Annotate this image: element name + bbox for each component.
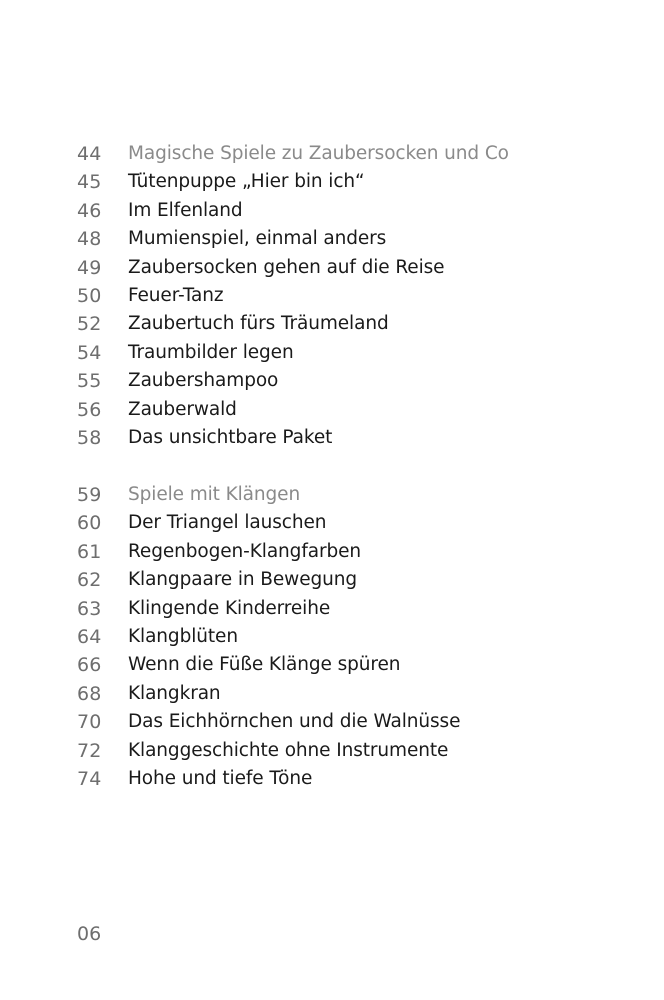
toc-page-number: 59 bbox=[77, 484, 102, 506]
toc-entry bbox=[0, 225, 664, 253]
toc-entry bbox=[0, 737, 664, 765]
toc-entry-title: Das unsichtbare Paket bbox=[128, 426, 333, 448]
toc-page-number: 48 bbox=[77, 228, 102, 251]
toc-entry-title: Klangkran bbox=[128, 682, 221, 704]
toc-entry-title: Hohe und tiefe Töne bbox=[128, 767, 313, 789]
toc-entry bbox=[0, 538, 664, 566]
toc-entry bbox=[0, 651, 664, 679]
toc-entry bbox=[0, 367, 664, 395]
toc-page-number: 74 bbox=[77, 767, 102, 790]
toc-entry-title: Feuer-Tanz bbox=[128, 284, 224, 306]
toc-entry-title: Tütenpuppe „Hier bin ich“ bbox=[128, 171, 365, 193]
toc-section-magische-spiele bbox=[0, 140, 664, 452]
toc-page-number: 68 bbox=[77, 682, 102, 705]
toc-entry bbox=[0, 168, 664, 196]
toc-entry bbox=[0, 680, 664, 708]
toc-page-number: 44 bbox=[77, 143, 102, 165]
toc-page-number: 61 bbox=[77, 540, 102, 563]
toc-page-number: 62 bbox=[77, 569, 102, 592]
toc-heading-title: Spiele mit Klängen bbox=[128, 484, 301, 505]
toc-entry bbox=[0, 623, 664, 651]
toc-page-number: 63 bbox=[77, 597, 102, 620]
toc-entry bbox=[0, 595, 664, 623]
toc-entry bbox=[0, 197, 664, 225]
toc-page-number: 52 bbox=[77, 313, 102, 336]
toc-entry bbox=[0, 509, 664, 537]
toc-entry bbox=[0, 254, 664, 282]
toc-entry-title: Mumienspiel, einmal anders bbox=[128, 228, 387, 250]
toc-entry-title: Regenbogen-Klangfarben bbox=[128, 540, 362, 562]
toc-entry bbox=[0, 282, 664, 310]
toc-page-number: 55 bbox=[77, 370, 102, 393]
toc-section-heading bbox=[0, 140, 664, 168]
toc-entry bbox=[0, 566, 664, 594]
toc-entry-title: Wenn die Füße Klänge spüren bbox=[128, 654, 401, 676]
toc-page-number: 64 bbox=[77, 625, 102, 648]
toc-page-number: 54 bbox=[77, 341, 102, 364]
toc-entry bbox=[0, 424, 664, 452]
toc-entry bbox=[0, 765, 664, 793]
toc-page-number: 45 bbox=[77, 171, 102, 194]
toc-entry-title: Klangblüten bbox=[128, 625, 238, 647]
toc-page-number: 70 bbox=[77, 711, 102, 734]
toc-page-number: 56 bbox=[77, 398, 102, 421]
toc-section-heading bbox=[0, 481, 664, 509]
toc-entry bbox=[0, 339, 664, 367]
toc-entry bbox=[0, 708, 664, 736]
toc-entry-title: Das Eichhörnchen und die Walnüsse bbox=[128, 711, 461, 733]
toc-entry-title: Zaubershampoo bbox=[128, 370, 279, 392]
toc-entry-title: Zauberwald bbox=[128, 398, 237, 420]
toc-entry-title: Klanggeschichte ohne Instrumente bbox=[128, 739, 449, 761]
toc-entry-title: Klingende Kinderreihe bbox=[128, 597, 331, 619]
toc-entry-title: Im Elfenland bbox=[128, 199, 243, 221]
toc-page-number: 49 bbox=[77, 256, 102, 279]
toc-entry-title: Klangpaare in Bewegung bbox=[128, 569, 358, 591]
toc-page-number: 72 bbox=[77, 739, 102, 762]
toc-page-number: 60 bbox=[77, 512, 102, 535]
toc-entry-title: Traumbilder legen bbox=[128, 341, 294, 363]
toc-page-number: 58 bbox=[77, 426, 102, 449]
toc-entry-title: Der Triangel lauschen bbox=[128, 512, 327, 534]
toc-entry bbox=[0, 310, 664, 338]
toc-entry-title: Zaubertuch fürs Träumeland bbox=[128, 313, 389, 335]
toc-entry-title: Zaubersocken gehen auf die Reise bbox=[128, 256, 445, 278]
page-number: 06 bbox=[77, 923, 102, 945]
toc-heading-title: Magische Spiele zu Zaubersocken und Co bbox=[128, 143, 509, 164]
toc-page-number: 66 bbox=[77, 654, 102, 677]
toc-section-spiele-mit-klaengen bbox=[0, 481, 664, 793]
toc-page-number: 50 bbox=[77, 284, 102, 307]
toc-page-number: 46 bbox=[77, 199, 102, 222]
toc-entry bbox=[0, 396, 664, 424]
